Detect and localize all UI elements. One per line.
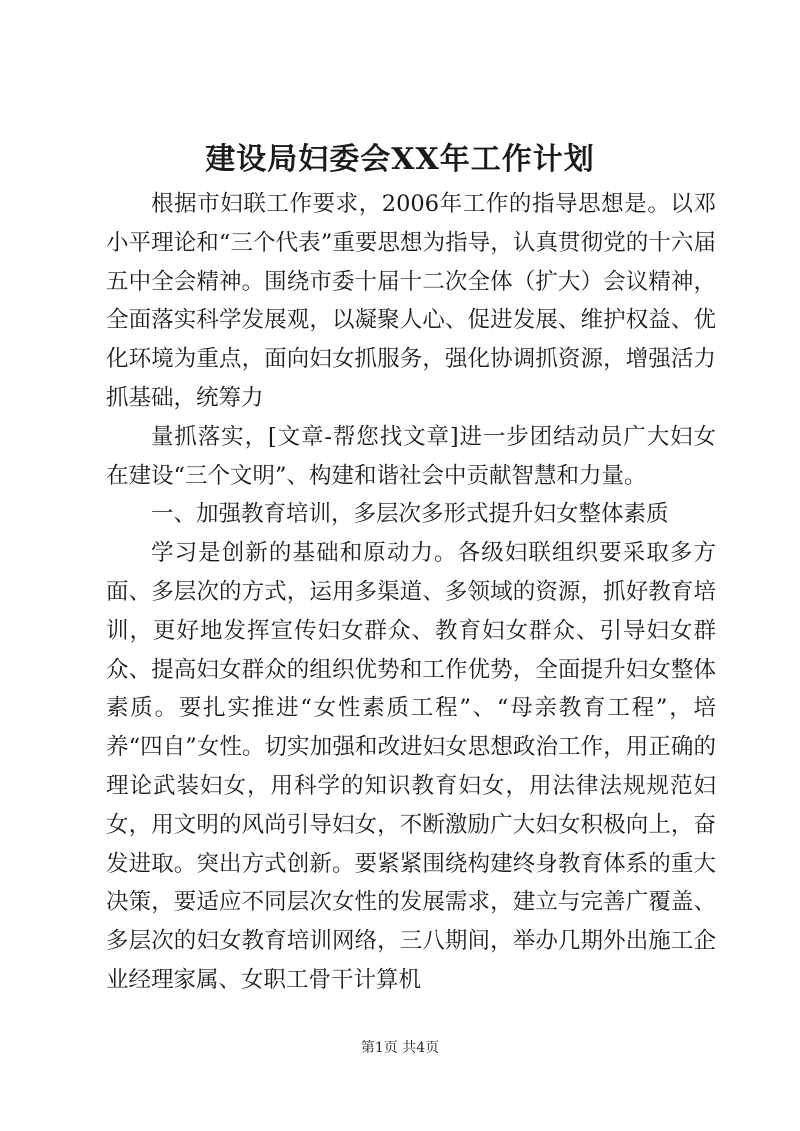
paragraph-implementation: 量抓落实，[文章-帮您找文章]进一步团结动员广大妇女在建设“三个文明”、构建和谐社会中贡献智慧和力量。 — [106, 423, 716, 489]
section-heading-education-training: 一、加强教育培训，多层次多形式提升妇女整体素质 — [151, 501, 669, 528]
page-number-footer: 第1页 共4页 — [360, 1040, 440, 1056]
document-body — [106, 185, 716, 1000]
document-title: 建设局妇委会XX年工作计划 — [205, 142, 595, 177]
paragraph-guiding-ideology: 根据市妇联工作要求，2006年工作的指导思想是。以邓小平理论和“三个代表”重要思想为指导，认真贯彻党的十六届五中全会精神。围绕市委十届十二次全体（扩大）会议精神，全面落实科学发展观，以凝聚人心、促进发展、维护权益、优化环境为重点，面向妇女抓服务，强化协调抓资源，增强活力抓基础，统筹力 — [106, 191, 716, 411]
paragraph-learning-innovation: 学习是创新的基础和原动力。各级妇联组织要采取多方面、多层次的方式，运用多渠道、多领域的资源，抓好教育培训，更好地发挥宣传妇女群众、教育妇女群众、引导妇女群众、提高妇女群众的组织优势和工作优势，全面提升妇女整体素质。要扎实推进“女性素质工程”、“母亲教育工程”，培养“四自”女性。切实加强和改进妇女思想政治工作，用正确的理论武装妇女，用科学的知识教育妇女，用法律法规规范妇女，用文明的风尚引导妇女，不断激励广大妇女积极向上，奋发进取。突出方式创新。要紧紧围绕构建终身教育体系的重大决策，要适应不同层次女性的发展需求，建立与完善广覆盖、多层次的妇女教育培训网络，三八期间，举办几期外出施工企业经理家属、女职工骨干计算机 — [106, 540, 716, 993]
